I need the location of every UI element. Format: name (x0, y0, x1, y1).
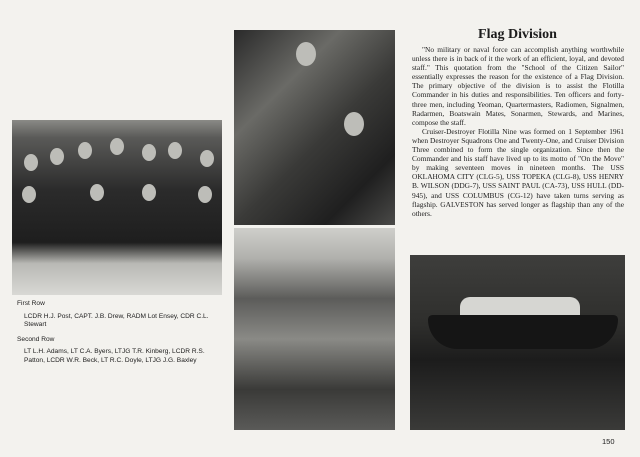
photo-admirals-barge (410, 255, 625, 430)
paragraph: Cruiser-Destroyer Flotilla Nine was formed on 1 September 1961 when Destroyer Squadrons One and Twenty-One, and Cruiser Division Three combined to form the single organization. Since then the Commander and his staff have lived up to its motto of "On the Move" by making seventeen moves in nineteen months. The USS OKLAHOMA CITY (CLG-5), USS TOPEKA (CLG-8), USS HENRY B. WILSON (DDG-7), USS SAINT PAUL (CA-73), USS HULL (DD-945), and USS COLUMBUS (CG-12) have taken turns serving as flagship. GALVESTON has served longer as flagship than any of the others. (412, 126, 624, 218)
group-photo-flag-officers (12, 120, 222, 295)
photo-sailors-at-work (234, 30, 395, 225)
photo-caption (17, 300, 222, 365)
page-number: 150 (602, 437, 615, 446)
first-row-names: LCDR H.J. Post, CAPT. J.B. Drew, RADM Lot Ensey, CDR C.L. Stewart (24, 312, 209, 328)
article-body (412, 45, 624, 218)
page-title: Flag Division (478, 27, 557, 42)
paragraph: "No military or naval force can accomplish anything worthwhile unless there is in back of it the work of an efficient, loyal, and devoted staff." This quotation from the "School of the Citizen Sailor" essentially expresses the reason for the existence of a Flag Division. The primary objective of the division is to assist the Flotilla Commander in his duties and responsibilities. Ten officers and forty-three men, including Yeoman, Quartermasters, Radiomen, Signalmen, Radarmen, Boatswain Mates, Sonarmen, Stewards, and Marines, compose the staff. (412, 45, 624, 127)
first-row-label: First Row (17, 300, 45, 307)
photo-ship-transfer-at-sea (234, 228, 395, 430)
second-row-names: LT L.H. Adams, LT C.A. Byers, LTJG T.R. Kinberg, LCDR R.S. Patton, LCDR W.R. Beck, LT R.C. Doyle, LTJG J.G. Baxley (24, 348, 205, 364)
second-row-label: Second Row (17, 335, 55, 343)
